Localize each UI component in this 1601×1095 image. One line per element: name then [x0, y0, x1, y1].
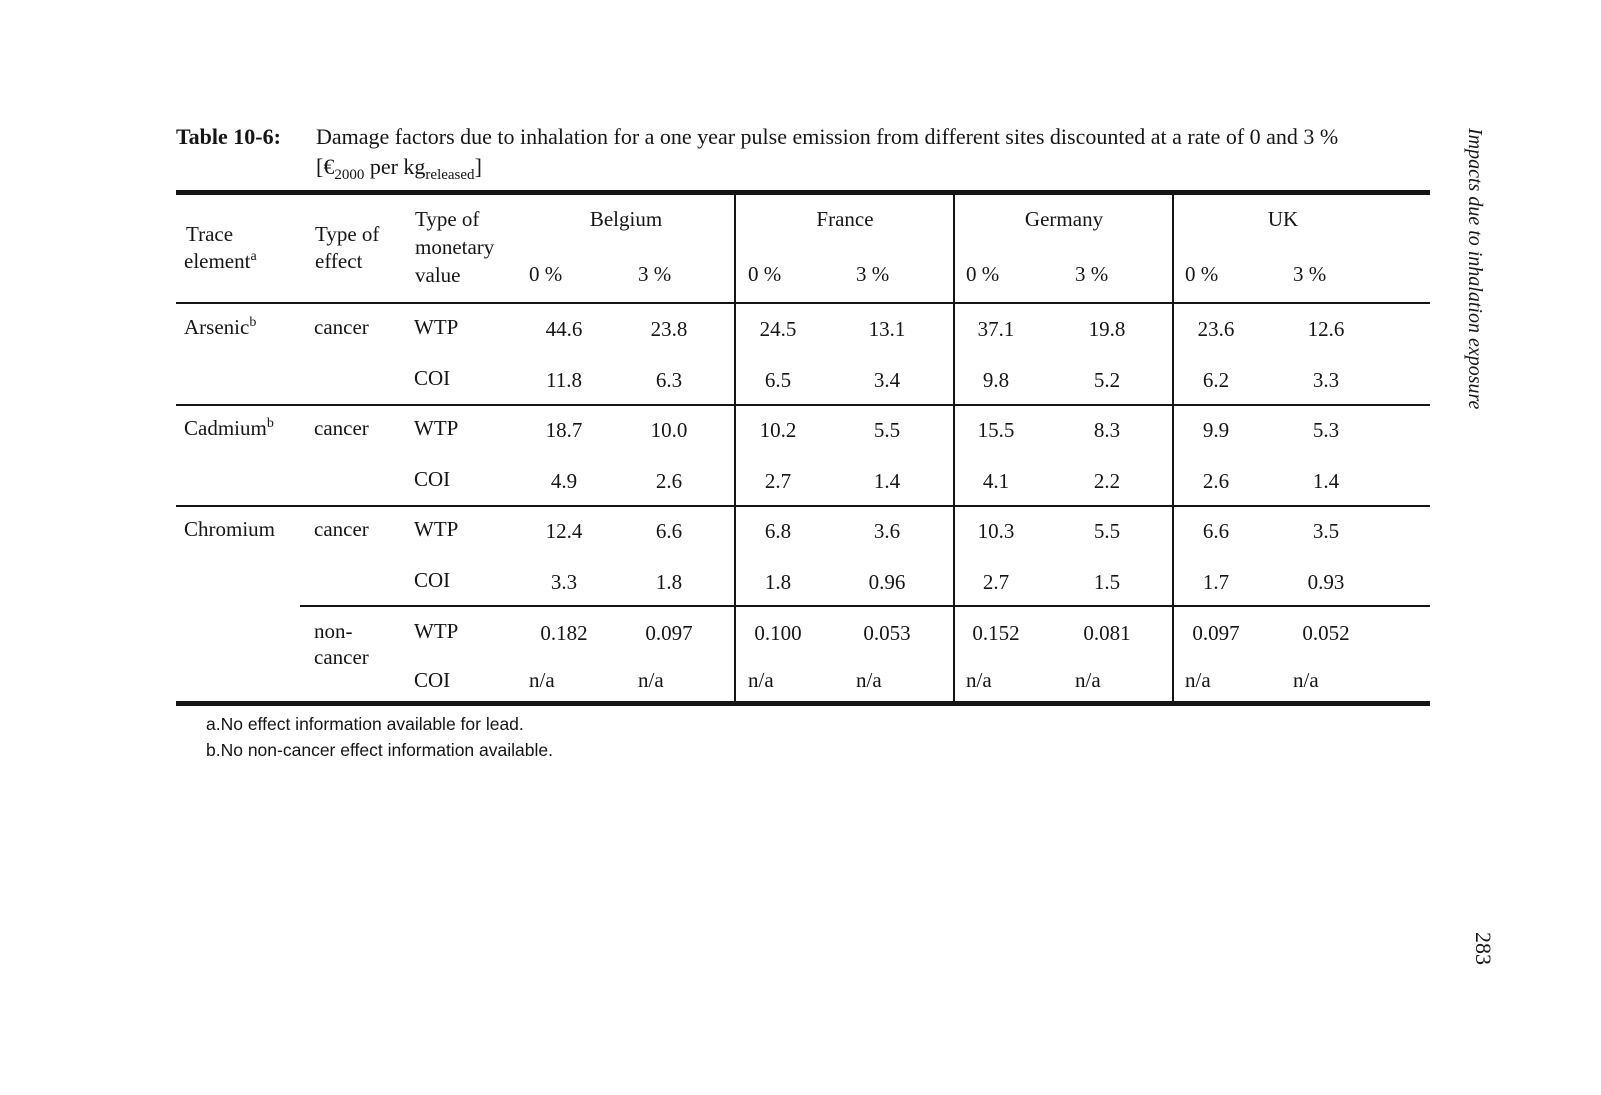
table-cell: 1.5: [1093, 570, 1121, 594]
table-cell: 1.8: [655, 570, 683, 594]
table-cell: 3.3: [1312, 368, 1340, 392]
table-cell: 0.097: [1192, 621, 1240, 645]
table-cell: 5.5: [1093, 519, 1121, 543]
table-cell: 44.6: [545, 317, 583, 341]
table-cell: 2.6: [655, 469, 683, 493]
table-cell: 19.8: [1088, 317, 1126, 341]
table-cell: 10.0: [650, 418, 688, 442]
table-cell: 12.4: [545, 519, 583, 543]
table-cell: 2.7: [764, 469, 792, 493]
table-cell: 2.7: [982, 570, 1010, 594]
table-cell: n/a: [748, 668, 774, 692]
row-trace-element: Chromium: [184, 517, 276, 541]
page-number: 283: [1471, 932, 1496, 965]
table-cell: 6.3: [655, 368, 683, 392]
table-cell: 1.7: [1202, 570, 1230, 594]
header-country: UK: [1267, 207, 1299, 231]
table-cell: 2.6: [1202, 469, 1230, 493]
row-effect-type: cancer: [314, 315, 369, 339]
table-cell: 4.9: [550, 469, 578, 493]
table-cell: 0.182: [540, 621, 588, 645]
header-rate: 3 %: [1075, 262, 1109, 286]
table-cell: 6.6: [655, 519, 683, 543]
table-cell: 0.93: [1307, 570, 1345, 594]
table-cell: 6.5: [764, 368, 792, 392]
table-cell: 1.4: [873, 469, 901, 493]
table-cell: 11.8: [546, 368, 582, 392]
table-cell: 6.6: [1202, 519, 1230, 543]
row-monetary-type: WTP: [414, 619, 459, 643]
row-monetary-type: COI: [414, 366, 451, 390]
header-trace-element-line2: element$^a$: [184, 249, 257, 273]
header-effect-line2: effect: [315, 249, 363, 273]
table-cell: 5.5: [873, 418, 901, 442]
table-cell: 10.3: [977, 519, 1015, 543]
header-monetary-line3: value: [415, 263, 461, 287]
header-effect: Type of: [315, 222, 380, 246]
table-cell: 0.96: [868, 570, 906, 594]
table-cell: 13.1: [868, 317, 906, 341]
table-cell: 1.8: [764, 570, 792, 594]
row-effect-type: non-: [314, 619, 353, 643]
header-rule: [176, 302, 1430, 304]
header-rate: 0 %: [966, 262, 1000, 286]
caption-line-1: Damage factors due to inhalation for a one year pulse emission from different sites discounted at a rate of 0 and 3 %: [316, 124, 1339, 149]
column-separator: [1172, 195, 1174, 701]
footnote-a: a.No effect information available for lead.: [206, 714, 524, 734]
header-country: Germany: [1024, 207, 1104, 231]
header-monetary-line2: monetary: [415, 235, 495, 259]
table-cell: 24.5: [759, 317, 797, 341]
table-cell: n/a: [529, 668, 555, 692]
header-rate: 0 %: [748, 262, 782, 286]
cadmium-rule: [176, 505, 1430, 507]
row-monetary-type: COI: [414, 568, 451, 592]
column-separator: [734, 195, 736, 701]
table-cell: 3.4: [873, 368, 901, 392]
noncancer-rule: [300, 605, 1430, 607]
table-cell: 37.1: [977, 317, 1015, 341]
column-separator: [953, 195, 955, 701]
row-effect-type: cancer: [314, 416, 369, 440]
table-cell: 0.053: [863, 621, 911, 645]
running-head: Impacts due to inhalation exposure: [1464, 128, 1486, 410]
table-cell: 5.2: [1093, 368, 1121, 392]
table-cell: n/a: [638, 668, 664, 692]
table-cell: 5.3: [1312, 418, 1340, 442]
header-trace-element: Trace: [186, 222, 234, 246]
header-rate: 3 %: [856, 262, 890, 286]
table-cell: 1.4: [1312, 469, 1340, 493]
row-effect-type: cancer: [314, 517, 369, 541]
table-cell: n/a: [1075, 668, 1101, 692]
table-bottom-rule: [176, 701, 1430, 706]
header-monetary: Type of: [415, 207, 480, 231]
row-monetary-type: COI: [414, 668, 451, 692]
table-cell: 8.3: [1093, 418, 1121, 442]
table-cell: 6.8: [764, 519, 792, 543]
table-cell: 10.2: [759, 418, 797, 442]
table-cell: n/a: [856, 668, 882, 692]
table-cell: 15.5: [977, 418, 1015, 442]
table-cell: 0.152: [972, 621, 1020, 645]
table-cell: 23.8: [650, 317, 688, 341]
row-monetary-type: WTP: [414, 416, 459, 440]
header-rate: 0 %: [529, 262, 563, 286]
header-rate: 3 %: [638, 262, 672, 286]
table-cell: 12.6: [1307, 317, 1345, 341]
table-cell: 0.081: [1083, 621, 1131, 645]
caption-unit: [$€_{2000}$ per $kg_{released}$]: [316, 154, 482, 183]
table-cell: 9.9: [1202, 418, 1230, 442]
table-cell: 2.2: [1093, 469, 1121, 493]
row-monetary-type: COI: [414, 467, 451, 491]
header-rate: 3 %: [1293, 262, 1327, 286]
table-cell: n/a: [966, 668, 992, 692]
caption-text: [316, 122, 1436, 185]
table-cell: 23.6: [1197, 317, 1235, 341]
row-trace-element: Cadmium$^b$: [184, 416, 274, 440]
row-trace-element: Arsenic$^b$: [184, 315, 257, 339]
row-effect-type: cancer: [314, 645, 369, 669]
table-cell: 3.3: [550, 570, 578, 594]
header-rate: 0 %: [1185, 262, 1219, 286]
row-monetary-type: WTP: [414, 315, 459, 339]
table-cell: n/a: [1293, 668, 1319, 692]
header-country: Belgium: [589, 207, 663, 231]
table-cell: 3.6: [873, 519, 901, 543]
table-cell: 3.5: [1312, 519, 1340, 543]
arsenic-rule: [176, 404, 1430, 406]
table-cell: 18.7: [545, 418, 583, 442]
table-cell: 9.8: [982, 368, 1010, 392]
header-country: France: [816, 207, 874, 231]
table-cell: n/a: [1185, 668, 1211, 692]
row-monetary-type: WTP: [414, 517, 459, 541]
table-top-rule: [176, 190, 1430, 195]
table-cell: 4.1: [982, 469, 1010, 493]
table-cell: 6.2: [1202, 368, 1230, 392]
footnote-b: b.No non-cancer effect information available.: [206, 740, 553, 760]
table-cell: 0.100: [754, 621, 802, 645]
table-cell: 0.097: [645, 621, 693, 645]
table-cell: 0.052: [1302, 621, 1350, 645]
table-number: Table 10-6:: [176, 124, 281, 149]
